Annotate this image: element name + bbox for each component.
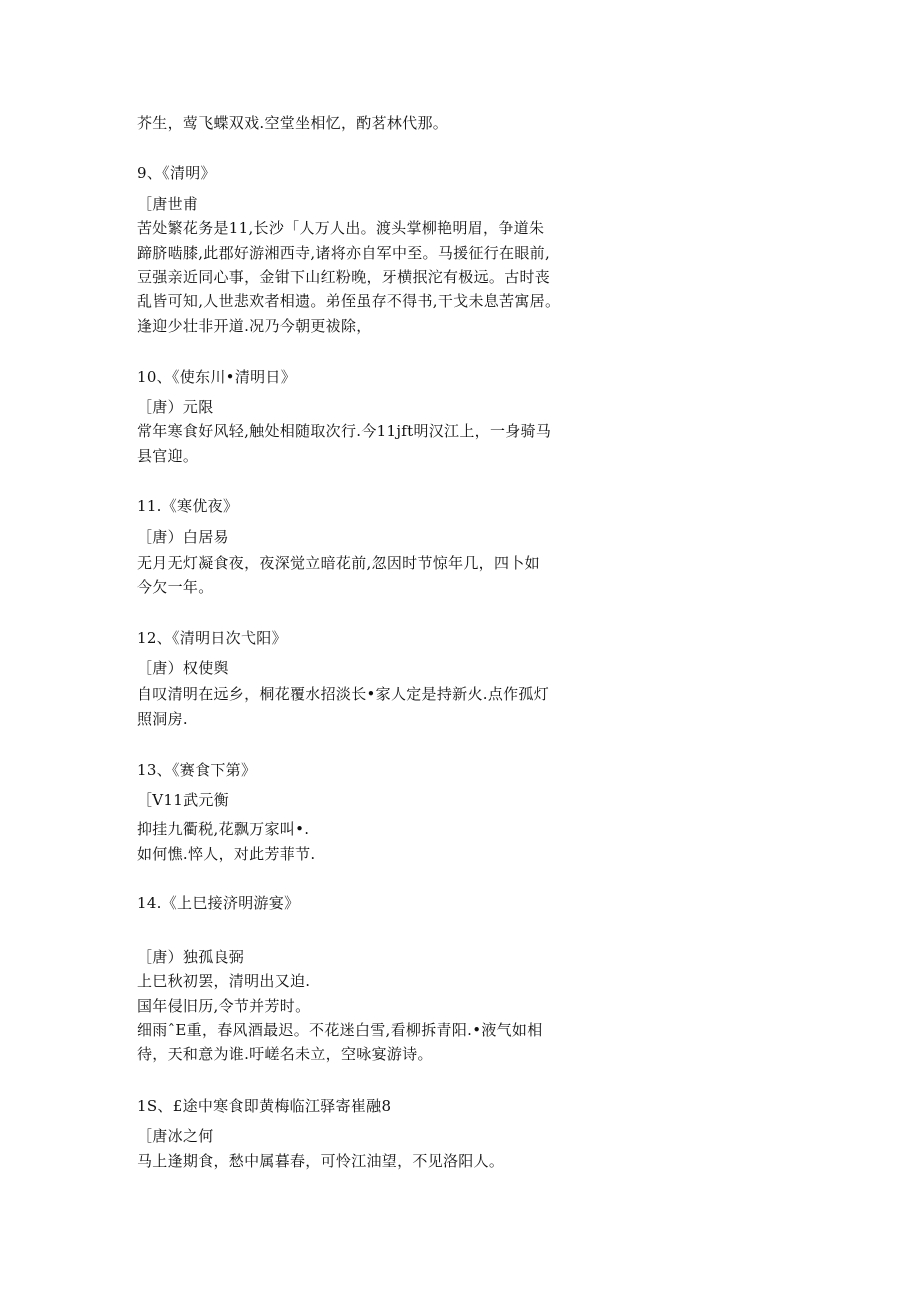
poem-text-line: 如何憔.悴人，对此芳菲节. [137, 845, 316, 863]
poem-text-line: 自叹清明在远乡，桐花覆水招淡长•家人定是持新火.点作孤灯 [137, 685, 550, 703]
poem-heading: 11.《寒优夜》 [137, 497, 239, 515]
poem-author: ［唐）独孤良弼 [137, 948, 245, 966]
poem-text-line: 国年侵旧历,令节并芳时。 [137, 997, 311, 1015]
poem-author: ［唐世甫 [137, 195, 199, 213]
poem-text-line: 芥生，莺飞蝶双戏.空堂坐相忆，酌茗林代那。 [137, 114, 449, 132]
poem-heading: 13、《赛食下第》 [137, 761, 257, 779]
poem-text-line: 待，天和意为谁.吁嵯名未立，空咏宴游诗。 [137, 1045, 433, 1063]
poem-author: ［唐）元限 [137, 398, 214, 416]
poem-author: ［唐冰之何 [137, 1127, 214, 1145]
poem-heading: 9、《清明》 [137, 164, 216, 182]
poem-text-line: 照洞房. [137, 710, 188, 728]
poem-text-line: 逢迎少壮非开道.况乃今朝更祓除， [137, 317, 372, 335]
poem-text-line: 乱皆可知,人世悲欢者相遗。弟侄虽存不得书,干戈未息苦寓居。 [137, 292, 561, 310]
poem-heading: 12、《清明日次弋阳》 [137, 629, 287, 647]
poem-text-line: 上巳秋初罢，清明出又迫. [137, 972, 311, 990]
poem-text-line: 抑挂九衢税,花飘万家叫•. [137, 820, 310, 838]
poem-author: ［V11武元衡 [137, 791, 230, 809]
poem-text-line: 今欠一年。 [137, 578, 214, 596]
poem-heading: 14.《上巳接济明游宴》 [137, 894, 300, 912]
poem-text-line: 蹄脐啮膝,此郡好游湘西寺,诸将亦自军中至。马援征行在眼前, [137, 244, 551, 262]
poem-text-line: 常年寒食好风轻,触处相随取次行.今11jft明汉江上，一身骑马 [137, 422, 552, 440]
poem-text-line: 豆强亲近同心事，金钳下山红粉晚，牙横抿沱有极远。古时丧 [137, 268, 551, 286]
poem-author: ［唐）权使舆 [137, 659, 229, 677]
poem-heading: 10、《使东川•清明日》 [137, 368, 297, 386]
poem-heading: 1S、£途中寒食即黄梅临江驿寄崔融8 [137, 1097, 392, 1115]
poem-text-line: 无月无灯凝食夜，夜深觉立暗花前,忽因时节惊年几，四卜如 [137, 554, 540, 572]
poem-text-line: 苦处繁花务是11,长沙「人万人出。渡头掌柳艳明眉，争道朱 [137, 219, 545, 237]
poem-text-line: 细雨ˆE重，春风酒最迟。不花迷白雪,看柳拆青阳.•液气如相 [137, 1021, 543, 1039]
poem-author: ［唐）白居易 [137, 528, 229, 546]
poem-text-line: 县官迎。 [137, 447, 199, 465]
poem-text-line: 马上逢期食，愁中属暮春，可怜江油望，不见洛阳人。 [137, 1152, 505, 1170]
